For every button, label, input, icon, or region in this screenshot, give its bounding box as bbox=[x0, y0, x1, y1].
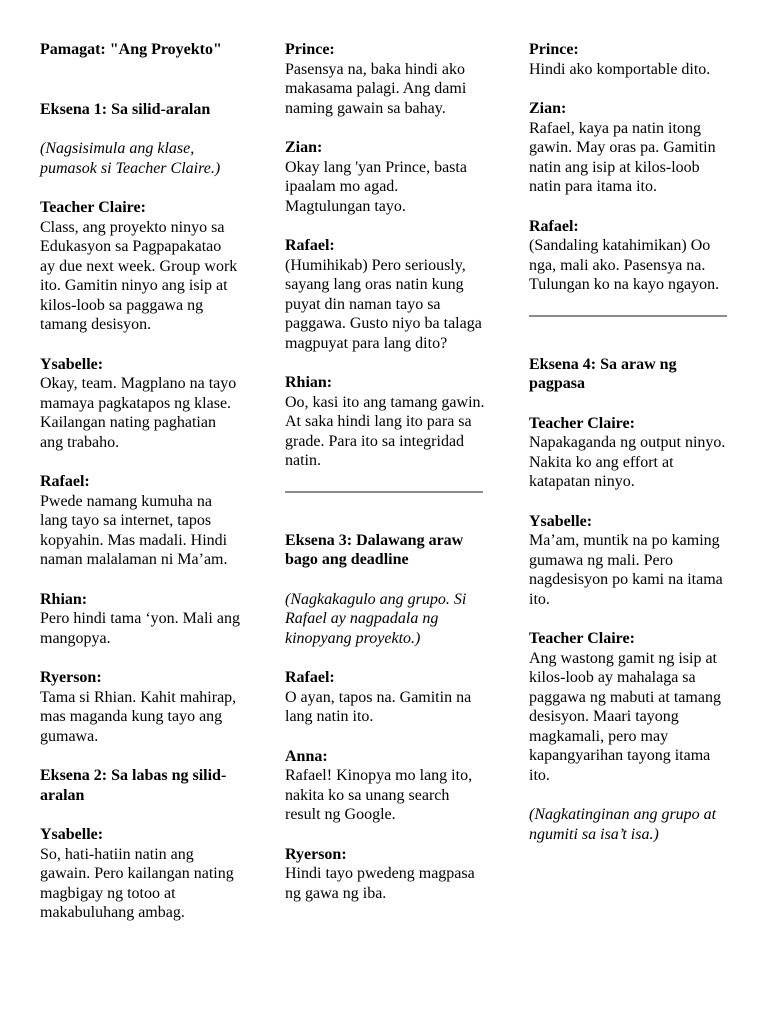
dialogue-block bbox=[40, 825, 240, 923]
stage-direction: (Nagsisimula ang klase, pumasok si Teacher Claire.) bbox=[40, 140, 221, 177]
dialogue-block bbox=[529, 40, 729, 79]
dialogue-text: (Humihikab) Pero seriously, sayang lang oras natin kung puyat din naman tayo sa paggawa. Gusto niyo ba talaga magpuyat para lang dito? bbox=[285, 256, 482, 352]
speaker-name: Rhian: bbox=[285, 374, 333, 391]
dialogue-block bbox=[40, 668, 240, 746]
speaker-name: Ryerson: bbox=[285, 845, 347, 863]
column-body bbox=[285, 40, 485, 903]
dialogue-text: Oo, kasi ito ang tamang gawin. At saka hindi lang ito para sa grade. Para ito sa integridad natin. bbox=[285, 393, 485, 469]
section-divider bbox=[285, 491, 483, 493]
dialogue-block bbox=[40, 198, 240, 335]
dialogue-text: Pwede namang kumuha na lang tayo sa internet, tapos kopyahin. Mas madali. Hindi naman malalaman ni Ma’am. bbox=[40, 492, 228, 568]
dialogue-block bbox=[529, 512, 729, 610]
dialogue-text: Ma’am, muntik na po kaming gumawa ng mali. Pero nagdesisyon po kami na itama ito. bbox=[529, 532, 723, 608]
dialogue-text: Hindi tayo pwedeng magpasa ng gawa ng iba. bbox=[285, 865, 475, 902]
speaker-name: Zian: bbox=[529, 100, 567, 117]
dialogue-text: O ayan, tapos na. Gamitin na lang natin ito. bbox=[285, 688, 472, 725]
dialogue-text: Rafael, kaya pa natin itong gawin. May oras pa. Gamitin natin ang isip at kilos-loob natin para itama ito. bbox=[529, 119, 716, 195]
speaker-name: Rafael: bbox=[285, 237, 335, 254]
speaker-name: Rafael: bbox=[40, 473, 90, 490]
scene-heading: Eksena 4: Sa araw ng pagpasa bbox=[529, 355, 677, 392]
speaker-name: Ysabelle: bbox=[40, 355, 104, 373]
dialogue-text: Tama si Rhian. Kahit mahirap, mas maganda kung tayo ang gumawa. bbox=[40, 688, 237, 745]
speaker-name: Ryerson: bbox=[40, 669, 102, 686]
dialogue-text: Hindi ako komportable dito. bbox=[529, 60, 711, 78]
column-body bbox=[529, 40, 729, 844]
dialogue-text: (Sandaling katahimikan) Oo nga, mali ako. Pasensya na. Tulungan ko na kayo ngayon. bbox=[529, 237, 720, 293]
play-title: Pamagat: "Ang Proyekto" bbox=[40, 41, 222, 58]
column-1 bbox=[40, 40, 240, 943]
dialogue-text: Class, ang proyekto ninyo sa Edukasyon sa Pagpapakatao ay due next week. Group work ito. Gamitin ninyo ang isip at kilos-loob sa paggawa ng tamang desisyon. bbox=[40, 218, 238, 333]
scene-heading: Eksena 1: Sa silid-aralan bbox=[40, 100, 211, 118]
dialogue-block bbox=[529, 99, 729, 197]
column-body bbox=[40, 100, 240, 923]
speaker-name: Anna: bbox=[285, 747, 328, 765]
stage-direction: (Nagkakagulo ang grupo. Si Rafael ay nagpadala ng kinopyang proyekto.) bbox=[285, 590, 467, 647]
dialogue-block bbox=[529, 414, 729, 492]
scene-heading: Eksena 2: Sa labas ng silid-aralan bbox=[40, 767, 227, 804]
dialogue-text: Ang wastong gamit ng isip at kilos-loob ay mahalaga sa paggawa ng mabuti at tamang desisyon. Maari tayong magkamali, pero may kapangyarihan tayong itama ito. bbox=[529, 649, 721, 784]
dialogue-text: So, hati-hatiin natin ang gawain. Pero kailangan nating magbigay ng totoo at makabuluhang ambag. bbox=[40, 845, 234, 921]
speaker-name: Prince: bbox=[285, 41, 335, 58]
dialogue-block bbox=[285, 236, 485, 353]
dialogue-block bbox=[285, 138, 485, 216]
dialogue-text: Napakaganda ng output ninyo. Nakita ko ang effort at katapatan ninyo. bbox=[529, 434, 726, 490]
speaker-name: Teacher Claire: bbox=[529, 414, 635, 432]
dialogue-block bbox=[285, 668, 485, 727]
dialogue-text: Pasensya na, baka hindi ako makasama palagi. Ang dami naming gawain sa bahay. bbox=[285, 60, 467, 117]
column-2 bbox=[285, 40, 485, 923]
speaker-name: Rhian: bbox=[40, 590, 88, 608]
dialogue-text: Okay, team. Magplano na tayo mamaya pagkatapos ng klase. Kailangan nating paghatian ang trabaho. bbox=[40, 375, 237, 451]
dialogue-text: Rafael! Kinopya mo lang ito, nakita ko sa unang search result ng Google. bbox=[285, 767, 473, 823]
dialogue-block bbox=[40, 590, 240, 649]
scene-heading: Eksena 3: Dalawang araw bago ang deadline bbox=[285, 531, 464, 568]
speaker-name: Ysabelle: bbox=[40, 826, 104, 843]
stage-direction: (Nagkatinginan ang grupo at ngumiti sa isa’t isa.) bbox=[529, 806, 717, 843]
speaker-name: Prince: bbox=[529, 41, 579, 58]
dialogue-block bbox=[285, 845, 485, 904]
speaker-name: Zian: bbox=[285, 139, 323, 156]
dialogue-text: Okay lang 'yan Prince, basta ipaalam mo agad. Magtulungan tayo. bbox=[285, 158, 467, 215]
speaker-name: Ysabelle: bbox=[529, 512, 593, 530]
dialogue-block bbox=[40, 472, 240, 570]
speaker-name: Rafael: bbox=[529, 217, 579, 235]
speaker-name: Rafael: bbox=[285, 669, 335, 686]
column-3 bbox=[529, 40, 729, 864]
dialogue-block bbox=[285, 40, 485, 118]
dialogue-block bbox=[529, 629, 729, 785]
dialogue-block bbox=[285, 747, 485, 825]
dialogue-block bbox=[285, 373, 485, 471]
speaker-name: Teacher Claire: bbox=[529, 630, 635, 647]
dialogue-block bbox=[529, 217, 729, 295]
section-divider bbox=[529, 315, 727, 317]
speaker-name: Teacher Claire: bbox=[40, 199, 146, 216]
dialogue-text: Pero hindi tama ‘yon. Mali ang mangopya. bbox=[40, 610, 240, 647]
dialogue-block bbox=[40, 355, 240, 453]
